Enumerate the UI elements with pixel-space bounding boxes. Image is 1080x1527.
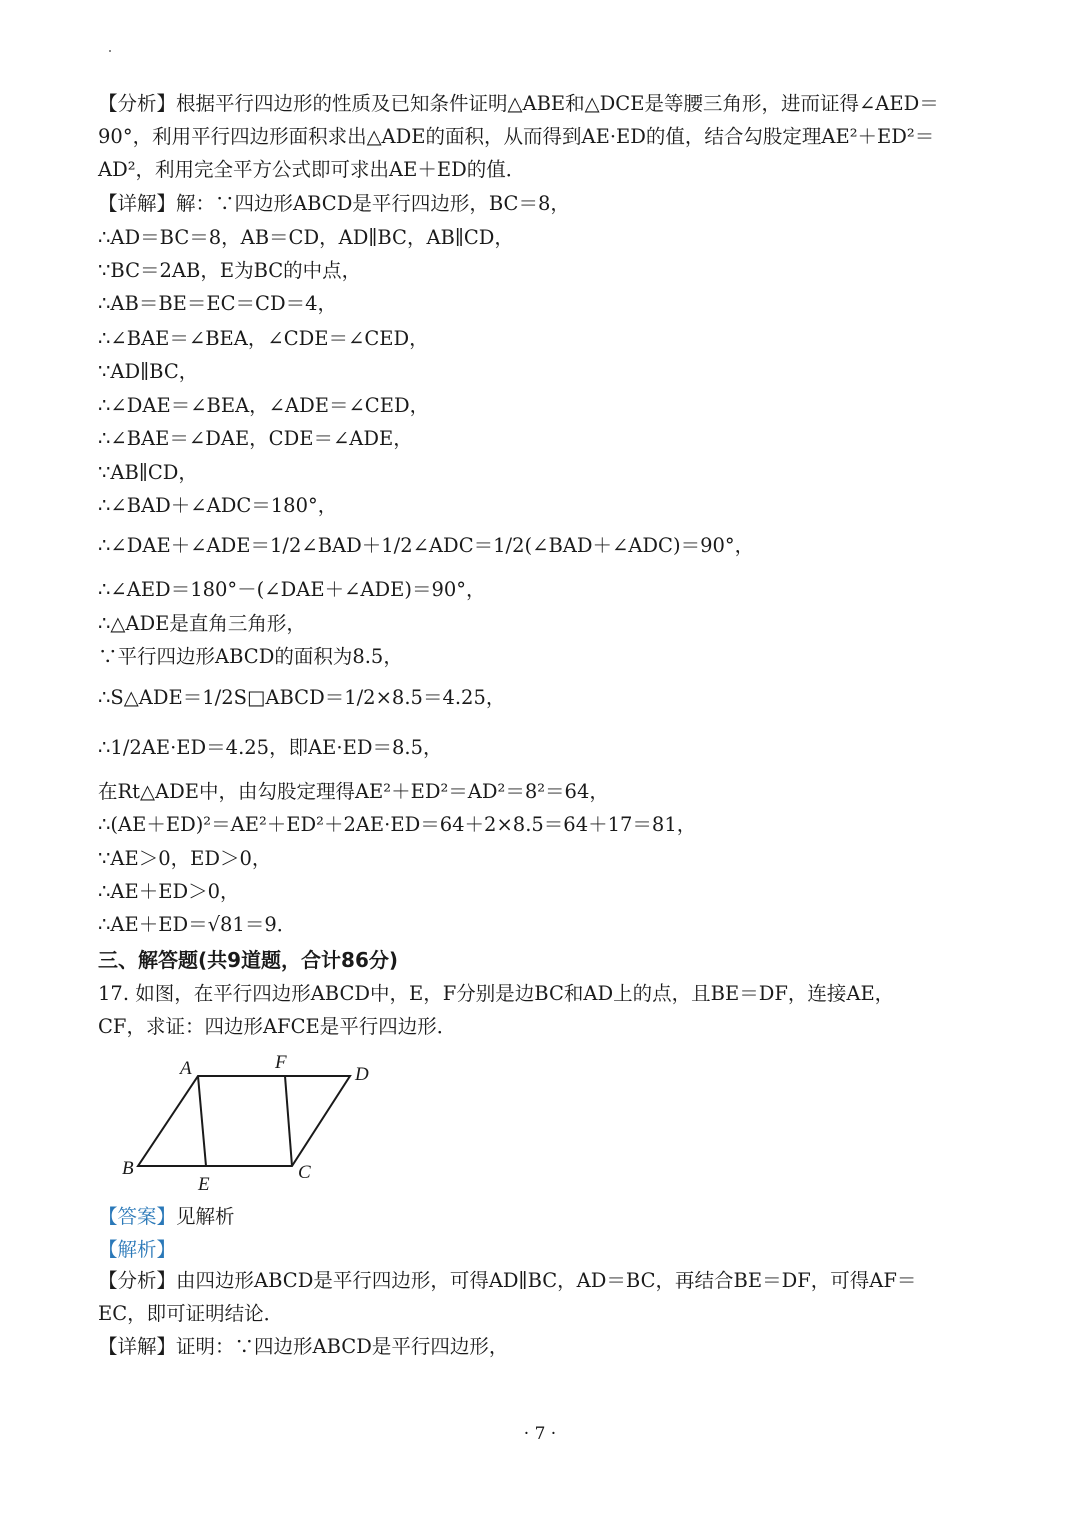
analysis-tag: 【分析】 (98, 92, 177, 115)
solution-line-0 (98, 194, 1020, 214)
solution-line-14: ∴S△ADE＝1/2S□ABCD＝1/2×8.5＝4.25， (98, 686, 506, 709)
answer-detail-line-1 (98, 1337, 1020, 1357)
solution-line-7: ∴∠BAE＝∠DAE，CDE＝∠ADE， (98, 427, 413, 450)
jiexi-tag: 【解析】 (98, 1238, 177, 1261)
solution-line-20: ∴AE＋ED＝√81＝9． (98, 913, 297, 936)
analysis-line-1 (98, 94, 1020, 114)
answer-detail-text-1: 证明：∵四边形ABCD是平行四边形， (176, 1335, 509, 1358)
solution-line-11: ∴∠AED＝180°－(∠DAE＋∠ADE)＝90°， (98, 578, 486, 601)
vertex-label-b: B (122, 1158, 134, 1179)
solution-line-18: ∵AE＞0，ED＞0， (98, 847, 272, 870)
solution-line-8: ∵AB∥CD， (98, 461, 198, 484)
solution-line-9: ∴∠BAD＋∠ADC＝180°， (98, 494, 338, 517)
parallelogram-abcd (138, 1076, 350, 1166)
solution-line-4: ∴∠BAE＝∠BEA，∠CDE＝∠CED， (98, 327, 429, 350)
detail-tag: 【详解】 (98, 192, 177, 215)
vertex-label-c: C (298, 1162, 311, 1183)
solution-step: 解：∵四边形ABCD是平行四边形，BC＝8， (176, 192, 570, 215)
answer-analysis-line-1 (98, 1271, 1020, 1291)
vertex-label-e: E (198, 1174, 210, 1195)
solution-line-3: ∴AB＝BE＝EC＝CD＝4， (98, 292, 337, 315)
page-number: · 7 · (523, 1424, 557, 1444)
solution-line-19: ∴AE＋ED＞0， (98, 880, 240, 903)
scan-dot (109, 50, 111, 52)
solution-line-2: ∵BC＝2AB，E为BC的中点， (98, 259, 362, 282)
vertex-label-f: F (275, 1052, 287, 1073)
analysis-line-2: 90°，利用平行四边形面积求出△ADE的面积，从而得到AE·ED的值，结合勾股定理AE²＋ED²＝ (98, 125, 935, 148)
analysis-text-1: 根据平行四边形的性质及已知条件证明△ABE和△DCE是等腰三角形，进而证得∠AED＝ (176, 92, 939, 115)
question-17-line-2: CF，求证：四边形AFCE是平行四边形． (98, 1015, 457, 1038)
answer-tag: 【答案】 (98, 1205, 177, 1228)
solution-line-12: ∴△ADE是直角三角形， (98, 612, 306, 635)
answer-analysis-tag: 【分析】 (98, 1269, 177, 1292)
solution-line-13: ∵平行四边形ABCD的面积为8.5， (98, 645, 403, 668)
analysis-line-3: AD²，利用完全平方公式即可求出AE＋ED的值． (98, 158, 526, 181)
solution-line-1: ∴AD＝BC＝8，AB＝CD，AD∥BC，AB∥CD， (98, 226, 514, 249)
solution-line-15: ∴1/2AE·ED＝4.25，即AE·ED＝8.5， (98, 736, 443, 759)
answer-analysis-line-2: EC，即可证明结论． (98, 1302, 284, 1325)
solution-line-16: 在Rt△ADE中，由勾股定理得AE²＋ED²＝AD²＝8²＝64， (98, 780, 609, 803)
question-17-line-1: 17. 如图，在平行四边形ABCD中，E，F分别是边BC和AD上的点，且BE＝DF，连接AE， (98, 982, 895, 1005)
parallelogram-figure (112, 1050, 392, 1195)
solution-line-5: ∵AD∥BC， (98, 360, 199, 383)
solution-line-6: ∴∠DAE＝∠BEA，∠ADE＝∠CED， (98, 394, 430, 417)
segment-ae (198, 1076, 206, 1166)
solution-line-17: ∴(AE＋ED)²＝AE²＋ED²＋2AE·ED＝64＋2×8.5＝64＋17＝81， (98, 813, 697, 836)
segment-cf (285, 1076, 292, 1166)
solution-line-10: ∴∠DAE＋∠ADE＝1/2∠BAD＋1/2∠ADC＝1/2(∠BAD＋∠ADC)＝90°， (98, 534, 755, 557)
answer-text: 见解析 (176, 1205, 235, 1228)
section-heading: 三、解答题(共9道题，合计86分) (98, 948, 399, 972)
answer-detail-tag: 【详解】 (98, 1335, 177, 1358)
answer-line (98, 1207, 1020, 1227)
vertex-label-d: D (355, 1064, 369, 1085)
answer-analysis-text-1: 由四边形ABCD是平行四边形，可得AD∥BC，AD＝BC，再结合BE＝DF，可得AF＝ (176, 1269, 917, 1292)
vertex-label-a: A (180, 1058, 192, 1079)
